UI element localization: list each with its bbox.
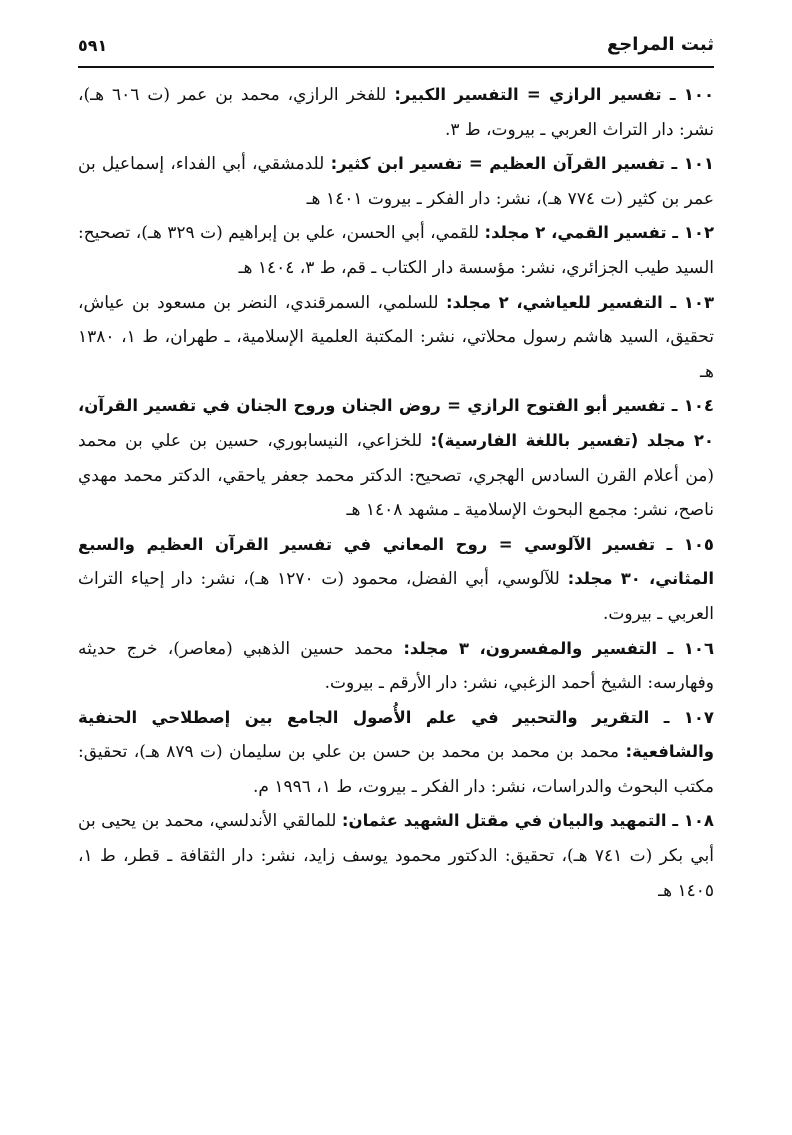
reference-entry (78, 804, 714, 908)
document-page (78, 26, 714, 1106)
reference-title: ١٠١ ـ تفسير القرآن العظيم = تفسير ابن كثير: (330, 154, 714, 174)
reference-title: ١٠٢ ـ تفسير القمي، ٢ مجلد: (484, 223, 715, 243)
reference-title: ١٠٣ ـ التفسير للعياشي، ٢ مجلد: (445, 292, 715, 312)
reference-body: محمد حسين الذهبي (معاصر)، خرج حديثه وفهارسه: الشيخ أحمد الزغبي، نشر: دار الأرقم ـ بيروت. (78, 638, 714, 694)
reference-body: للآلوسي، أبي الفضل، محمود (ت ١٢٧٠ هـ)، نشر: دار إحياء التراث العربي ـ بيروت. (78, 569, 714, 624)
reference-entry (78, 147, 714, 216)
reference-entry (78, 78, 714, 147)
reference-entry (78, 216, 714, 285)
reference-entry (78, 528, 714, 632)
reference-body: محمد بن محمد بن محمد بن حسن بن علي بن سليمان (ت ٨٧٩ هـ)، تحقيق: مكتب البحوث والدراسات، نشر: دار الفكر ـ بيروت، ط ١، ١٩٩٦ م. (78, 742, 714, 797)
page-number: ٥٩١ (78, 36, 108, 55)
reference-title: ١٠٥ ـ تفسير الآلوسي = روح المعاني في تفسير القرآن العظيم والسبع المثاني، ٣٠ مجلد: (78, 534, 714, 589)
reference-body: للقمي، أبي الحسن، علي بن إبراهيم (ت ٣٢٩ هـ)، تصحيح: السيد طيب الجزائري، نشر: مؤسسة دار الكتاب ـ قم، ط ٣، ١٤٠٤ هـ (78, 223, 714, 278)
page-header (78, 26, 714, 68)
reference-title: ١٠٦ ـ التفسير والمفسرون، ٣ مجلد: (403, 638, 715, 658)
reference-title: ١٠٧ ـ التقرير والتحبير في علم الأُصول الجامع بين إصطلاحي الحنفية والشافعية: (78, 707, 714, 762)
reference-body: للدمشقي، أبي الفداء، إسماعيل بن عمر بن كثير (ت ٧٧٤ هـ)، نشر: دار الفكر ـ بيروت ١٤٠١ هـ (78, 154, 714, 209)
reference-title: ١٠٨ ـ التمهيد والبيان في مقتل الشهيد عثمان: (341, 811, 714, 831)
reference-list (78, 78, 714, 908)
reference-entry (78, 701, 714, 805)
running-title: ثبت المراجع (606, 34, 714, 55)
reference-entry (78, 286, 714, 390)
reference-body: للمالقي الأندلسي، محمد بن يحيى بن أبي بكر (ت ٧٤١ هـ)، تحقيق: الدكتور محمود يوسف زايد، نشر: دار الثقافة ـ قطر، ط ١، ١٤٠٥ هـ (78, 811, 714, 901)
reference-title: ١٠٤ ـ تفسير أبو الفتوح الرازي = روض الجنان وروح الجنان في تفسير القرآن، ٢٠ مجلد (تفسير باللغة الفارسية): (78, 396, 714, 450)
reference-entry (78, 389, 714, 527)
reference-entry (78, 632, 714, 701)
reference-body: للخزاعي، النيسابوري، حسين بن علي بن محمد (من أعلام القرن السادس الهجري، تصحيح: الدكتر محمد جعفر ياحقي، الدكتر محمد مهدي ناصح، نشر: مجمع البحوث الإسلامية ـ مشهد ١٤٠٨ هـ (78, 430, 714, 521)
reference-title: ١٠٠ ـ تفسير الرازي = التفسير الكبير: (394, 85, 715, 104)
reference-body: للسلمي، السمرقندي، النضر بن مسعود بن عياش، تحقيق، السيد هاشم رسول محلاتي، نشر: المكتبة العلمية الإسلامية، ـ طهران، ط ١، ١٣٨٠ هـ (78, 292, 714, 382)
reference-body: للفخر الرازي، محمد بن عمر (ت ٦٠٦ هـ)، نشر: دار التراث العربي ـ بيروت، ط ٣. (78, 85, 714, 140)
